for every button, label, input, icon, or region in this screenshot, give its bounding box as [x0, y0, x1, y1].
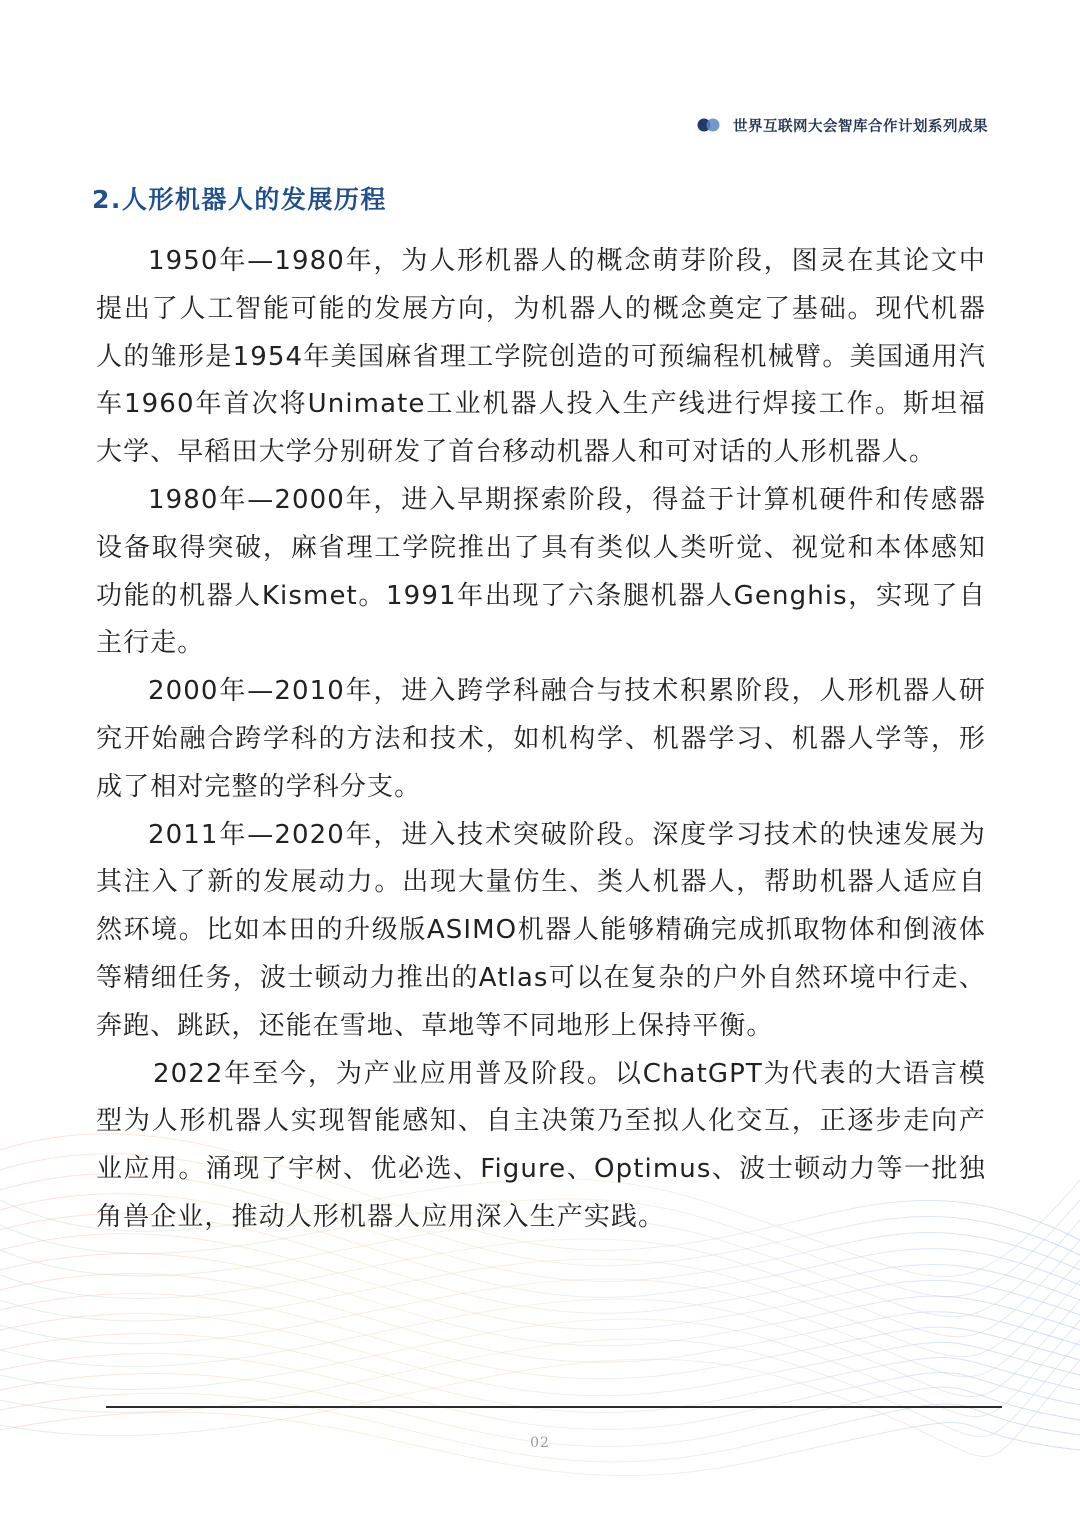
section-title: 2.人形机器人的发展历程 [92, 185, 387, 214]
paragraph-2000-2010: 2000年—2010年，进入跨学科融合与技术积累阶段，人形机器人研究开始融合跨学科的方法和技术，如机构学、机器学习、机器人学等，形成了相对完整的学科分支。 [96, 676, 986, 802]
paragraph-1950-1980: 1950年—1980年，为人形机器人的概念萌芽阶段，图灵在其论文中提出了人工智能可能的发展方向，为机器人的概念奠定了基础。现代机器人的雏形是1954年美国麻省理工学院创造的可预编程机械臂。美国通用汽车1960年首次将Unimate工业机器人投入生产线进行焊接工作。斯坦福大学、早稻田大学分别研发了首台移动机器人和可对话的人形机器人。 [96, 246, 986, 468]
header [697, 112, 988, 138]
body-text [96, 238, 986, 1242]
paragraph-1980-2000: 1980年—2000年，进入早期探索阶段，得益于计算机硬件和传感器设备取得突破，麻省理工学院推出了具有类似人类听觉、视觉和本体感知功能的机器人Kismet。1991年出现了六条腿机器人Genghis，实现了自主行走。 [96, 484, 986, 659]
footer-divider [106, 1406, 1002, 1408]
twin-circle-logo-icon [697, 118, 721, 132]
paragraph-2011-2020: 2011年—2020年，进入技术突破阶段。深度学习技术的快速发展为其注入了新的发展动力。出现大量仿生、类人机器人，帮助机器人适应自然环境。比如本田的升级版ASIMO机器人能够精确完成抓取物体和倒液体等精细任务，波士顿动力推出的Atlas可以在复杂的户外自然环境中行走、奔跑、跳跃，还能在雪地、草地等不同地形上保持平衡。 [96, 819, 986, 1041]
header-text: 世界互联网大会智库合作计划系列成果 [733, 118, 988, 135]
page-number: 02 [530, 1435, 550, 1451]
paragraph-2022-present: 2022年至今，为产业应用普及阶段。以ChatGPT为代表的大语言模型为人形机器人实现智能感知、自主决策乃至拟人化交互，正逐步走向产业应用。涌现了宇树、优必选、Figure、Optimus、波士顿动力等一批独角兽企业，推动人形机器人应用深入生产实践。 [96, 1058, 986, 1232]
